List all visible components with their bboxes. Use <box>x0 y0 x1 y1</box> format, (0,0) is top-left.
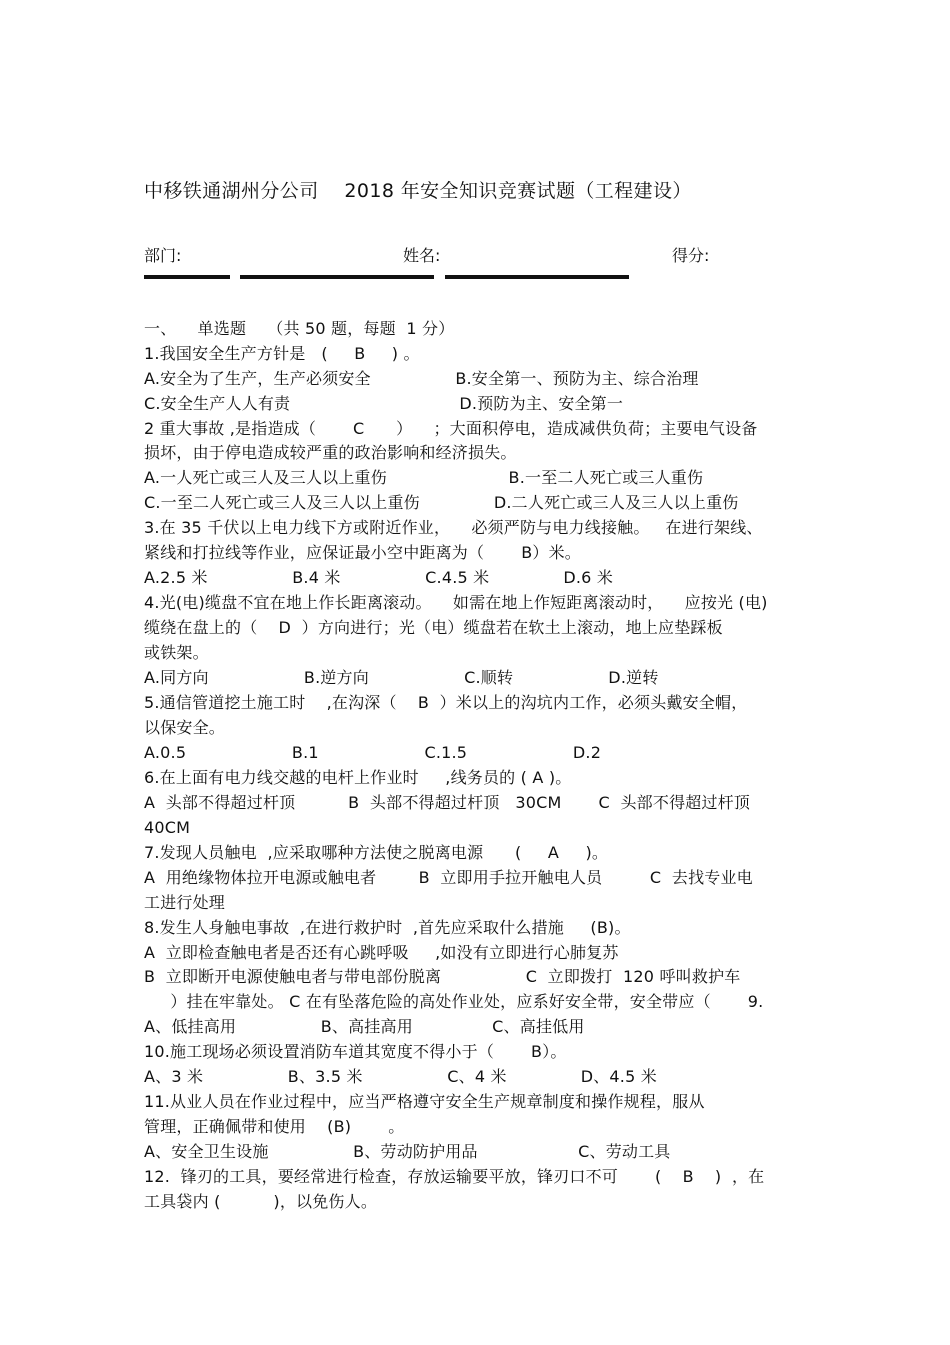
option-line: A.0.5 B.1 C.1.5 D.2 <box>144 743 602 762</box>
option-line: B 立即断开电源使触电者与带电部份脱离 C 立即拨打 120 呼叫救护车 <box>144 967 741 986</box>
question-line: 损坏，由于停电造成较严重的政治影响和经济损失。 <box>144 443 517 462</box>
name-label: 姓名: <box>403 246 441 265</box>
option-line: A、安全卫生设施 B、劳动防护用品 C、劳动工具 <box>144 1142 671 1161</box>
option-line: 工进行处理 <box>144 893 226 912</box>
question-line: 2 重大事故 ,是指造成（ C ） ；大面积停电，造成减供负荷；主要电气设备 <box>144 419 758 438</box>
question-line: 7.发现人员触电 ,应采取哪种方法使之脱离电源 ( A )。 <box>144 843 609 862</box>
score-underline <box>445 275 629 279</box>
question-line: 5.通信管道挖土施工时 ,在沟深（ B ）米以上的沟坑内工作，必须头戴安全帽， <box>144 693 748 712</box>
dept-label: 部门: <box>144 246 182 265</box>
question-line: 10.施工现场必须设置消防车道其宽度不得小于（ B）。 <box>144 1042 567 1061</box>
question-line: 12. 锋刃的工具，要经常进行检查，存放运输要平放，锋刃口不可 ( B ) ，在 <box>144 1167 765 1186</box>
question-line: 或铁架。 <box>144 643 209 662</box>
option-line: 40CM <box>144 818 191 837</box>
question-line: 3.在 35 千伏以上电力线下方或附近作业， 必须严防与电力线接触。 在进行架线、 <box>144 518 763 537</box>
option-line: A 头部不得超过杆顶 B 头部不得超过杆顶 30CM C 头部不得超过杆顶 <box>144 793 751 812</box>
question-line: 1.我国安全生产方针是 ( B ) 。 <box>144 344 420 363</box>
question-line: 6.在上面有电力线交越的电杆上作业时 ,线务员的 ( A )。 <box>144 768 572 787</box>
name-underline <box>240 275 434 279</box>
score-label: 得分: <box>672 246 710 265</box>
question-line: 缆绕在盘上的（ D ）方向进行；光（电）缆盘若在软土上滚动，地上应垫踩板 <box>144 618 723 637</box>
option-line: A.同方向 B.逆方向 C.顺转 D.逆转 <box>144 668 659 687</box>
option-line: A、低挂高用 B、高挂高用 C、高挂低用 <box>144 1017 585 1036</box>
option-line: A 用绝缘物体拉开电源或触电者 B 立即用手拉开触电人员 C 去找专业电 <box>144 868 753 887</box>
question-line: 工具袋内 ( )，以免伤人。 <box>144 1192 378 1211</box>
question-line: 11.从业人员在作业过程中，应当严格遵守安全生产规章制度和操作规程，服从 <box>144 1092 705 1111</box>
page-title: 中移铁通湖州分公司 2018 年安全知识竞赛试题（工程建设） <box>144 180 692 202</box>
question-line: 以保安全。 <box>144 718 226 737</box>
question-line: 管理，正确佩带和使用 (B) 。 <box>144 1117 405 1136</box>
option-line: A、3 米 B、3.5 米 C、4 米 D、4.5 米 <box>144 1067 657 1086</box>
section-heading: 一、 单选题 （共 50 题，每题 1 分） <box>144 319 455 338</box>
option-line: A 立即检查触电者是否还有心跳呼吸 ,如没有立即进行心肺复苏 <box>144 943 619 962</box>
option-line: A.2.5 米 B.4 米 C.4.5 米 D.6 米 <box>144 568 614 587</box>
dept-underline <box>144 275 230 279</box>
option-line: C.一至二人死亡或三人及三人以上重伤 D.二人死亡或三人及三人以上重伤 <box>144 493 739 512</box>
question-line: 紧线和打拉线等作业，应保证最小空中距离为（ B）米。 <box>144 543 581 562</box>
option-line: C.安全生产人人有责 D.预防为主、安全第一 <box>144 394 624 413</box>
question-line: 4.光(电)缆盘不宜在地上作长距离滚动。 如需在地上作短距离滚动时， 应按光 (电) <box>144 593 768 612</box>
question-line: 8.发生人身触电事故 ,在进行救护时 ,首先应采取什么措施 (B)。 <box>144 918 631 937</box>
option-line: A.一人死亡或三人及三人以上重伤 B.一至二人死亡或三人重伤 <box>144 468 704 487</box>
option-line: A.安全为了生产，生产必须安全 B.安全第一、预防为主、综合治理 <box>144 369 699 388</box>
question-line: ）挂在牢靠处。 C 在有坠落危险的高处作业处，应系好安全带，安全带应（ 9. <box>144 992 764 1011</box>
